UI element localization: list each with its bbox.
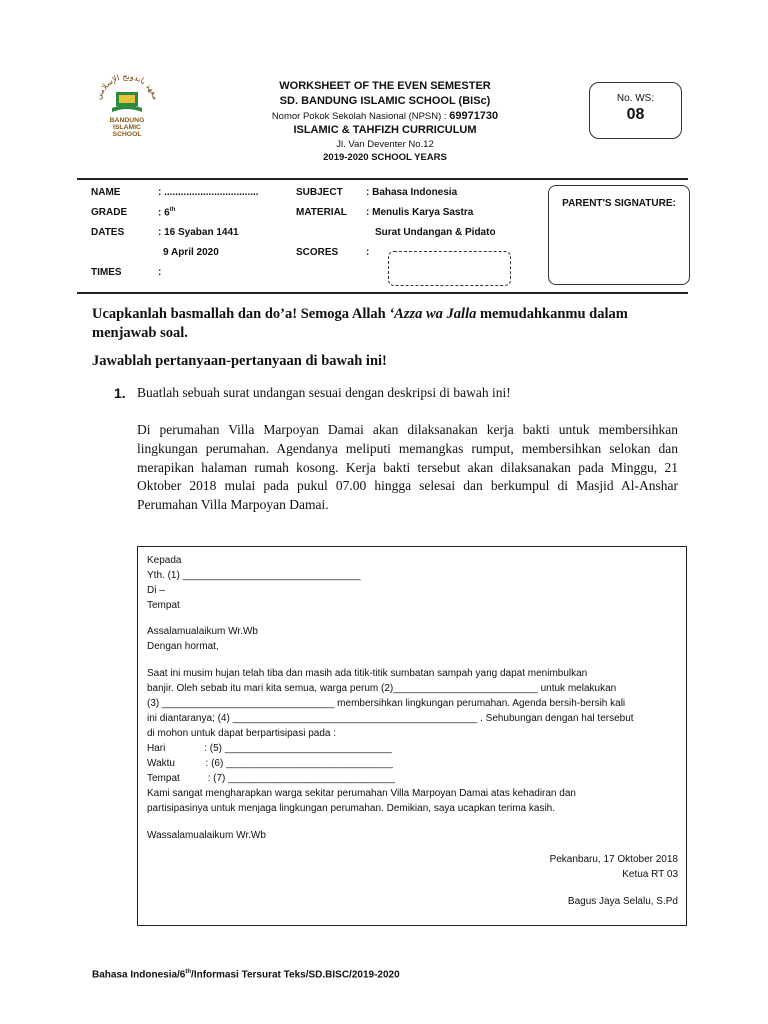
intro-text-1: Ucapkanlah basmallah dan do’a! Semoga Allah: [92, 306, 390, 322]
npsn-line: [200, 110, 570, 122]
name-field[interactable]: : ..................................: [158, 187, 259, 198]
subject-label: SUBJECT: [296, 187, 343, 198]
grade-number: : 6: [158, 207, 170, 219]
npsn-value: 69971730: [449, 110, 499, 122]
material-value-2: Surat Undangan & Pidato: [375, 227, 496, 238]
letter-blank-6[interactable]: Waktu : (6) ______________________________: [147, 758, 393, 769]
letter-blank-5[interactable]: Hari : (5) ______________________________: [147, 743, 392, 754]
letter-place-date: Pekanbaru, 17 Oktober 2018: [549, 854, 678, 865]
letter-blank-1[interactable]: Yth. (1) ________________________________: [147, 570, 361, 581]
letter-closing: Wassalamualaikum Wr.Wb: [147, 830, 266, 841]
footer-suffix: /Informasi Tersurat Teks/SD.BISC/2019-2020: [191, 969, 400, 981]
ws-number: 08: [626, 106, 645, 123]
letter-blank-2[interactable]: banjir. Oleh sebab itu mari kita semua, warga perum (2)__________________________ untuk melakukan: [147, 683, 617, 694]
letter-signer: Bagus Jaya Selalu, S.Pd: [567, 896, 678, 907]
footer-sup: th: [185, 969, 192, 975]
letter-position: Ketua RT 03: [622, 869, 678, 880]
worksheet-title: WORKSHEET OF THE EVEN SEMESTER: [279, 80, 491, 92]
opening-prayer: [92, 305, 692, 343]
dates-hijri: : 16 Syaban 1441: [158, 227, 239, 238]
letter-di: Di –: [147, 585, 165, 596]
header-divider-top: [77, 178, 688, 180]
letter-blank-4[interactable]: ini diantaranya; (4) ____________________________________________ . Sehubungan dengan hal tersebut: [147, 713, 634, 724]
times-field[interactable]: :: [158, 267, 162, 278]
letter-tempat: Tempat: [147, 600, 180, 611]
ws-label: No. WS:: [616, 93, 655, 104]
parent-signature-box[interactable]: [548, 185, 690, 285]
dates-label: DATES: [91, 227, 125, 238]
subject-value: : Bahasa Indonesia: [366, 187, 458, 198]
question-description: Di perumahan Villa Marpoyan Damai akan dilaksanakan kerja bakti untuk membersihkan lingkungan perumahan. Agendanya meliputi memangkas rumput, membersihkan selokan dan merapikan halaman rumah kosong. Kerja bakti tersebut akan dilaksanakan pada Minggu, 21 Oktober 2018 mulai pada pukul 07.00 hingga selesai dan berkumpul di Masjid Al-Anshar Perumahan Villa Marpoyan Damai.: [137, 422, 678, 513]
intro-text-2: memudahkanmu dalam menjawab soal.: [92, 306, 628, 341]
logo-arabic-text: معهد باندونج الإسلامي: [93, 72, 161, 101]
npsn-label: Nomor Pokok Sekolah Nasional (NPSN) :: [271, 111, 447, 122]
scores-colon: :: [366, 247, 370, 258]
grade-value: [158, 207, 175, 218]
letter-body-line: di mohon untuk dapat berpartisipasi pada :: [147, 728, 337, 739]
letter-body-line: Kami sangat mengharapkan warga sekitar perumahan Villa Marpoyan Damai atas kehadiran dan: [147, 788, 576, 799]
scores-label: SCORES: [296, 247, 339, 258]
logo-text-line-3: SCHOOL: [112, 131, 142, 138]
grade-label: GRADE: [91, 207, 128, 218]
logo-text-line-2: ISLAMIC: [113, 124, 141, 131]
score-box[interactable]: [388, 251, 511, 286]
page-footer: [92, 969, 400, 980]
curriculum: ISLAMIC & TAHFIZH CURRICULUM: [293, 124, 477, 136]
letter-body-line: Saat ini musim hujan telah tiba dan masih ada titik-titik sumbatan sampah yang dapat menimbulkan: [147, 668, 588, 679]
intro-italic: ‘Azza wa Jalla: [389, 306, 477, 322]
school-years: 2019-2020 SCHOOL YEARS: [323, 152, 447, 163]
name-label: NAME: [91, 187, 121, 198]
worksheet-number-box: [589, 82, 682, 139]
parent-signature-label: PARENT'S SIGNATURE:: [562, 198, 676, 209]
letter-template: [137, 546, 687, 926]
header-divider-bottom: [77, 292, 688, 294]
instruction: Jawablah pertanyaan-pertanyaan di bawah ini!: [92, 353, 387, 369]
letter-greeting: Assalamualaikum Wr.Wb: [147, 626, 258, 637]
footer-prefix: Bahasa Indonesia/6: [92, 969, 186, 981]
logo-text-line-1: BANDUNG: [109, 117, 145, 124]
letter-blank-3[interactable]: (3) _______________________________ membersihkan lingkungan perumahan. Agenda bersih-bersih kali: [147, 698, 626, 709]
dates-gregorian: 9 April 2020: [163, 247, 219, 258]
school-name: SD. BANDUNG ISLAMIC SCHOOL (BISc): [279, 95, 491, 107]
school-logo: [92, 72, 162, 152]
letter-blank-7[interactable]: Tempat : (7) ______________________________: [147, 773, 395, 784]
question-number: 1.: [114, 385, 126, 401]
material-value: : Menulis Karya Sastra: [366, 207, 474, 218]
question-text: Buatlah sebuah surat undangan sesuai dengan deskripsi di bawah ini!: [137, 385, 511, 400]
material-label: MATERIAL: [296, 207, 347, 218]
letter-recipient-kepada: Kepada: [147, 555, 182, 566]
school-address: Jl. Van Deventer No.12: [336, 139, 434, 150]
grade-suffix: th: [169, 207, 176, 213]
letter-body-line: partisipasinya untuk menjaga lingkungan perumahan. Demikian, saya ucapkan terima kasih.: [147, 803, 556, 814]
letter-salutation: Dengan hormat,: [147, 641, 219, 652]
times-label: TIMES: [91, 267, 122, 278]
